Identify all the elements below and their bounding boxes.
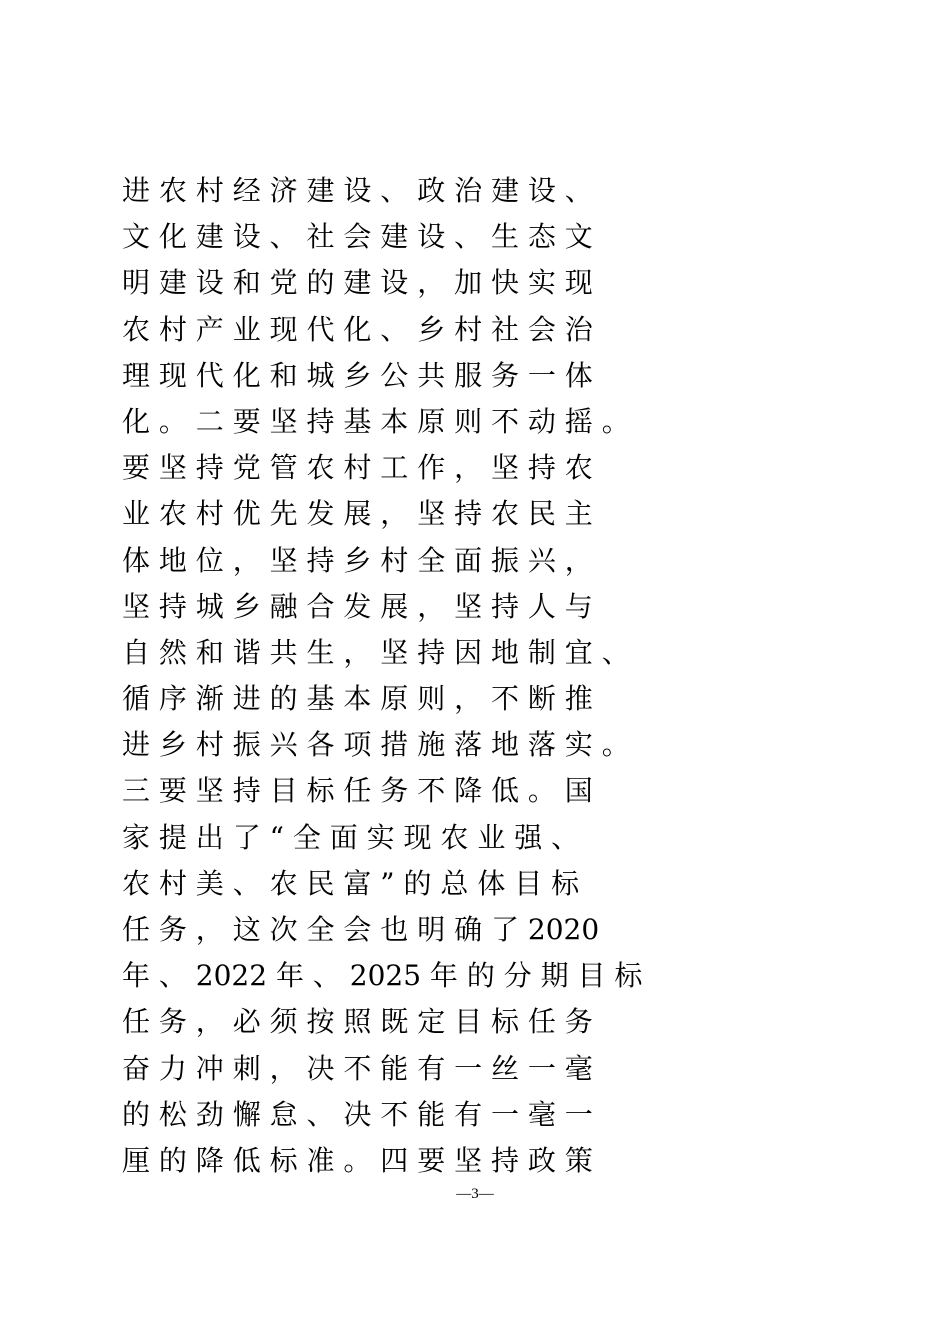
text-line: 任 务 ， 这 次 全 会 也 明 确 了 2020 xyxy=(122,913,600,946)
text-line: 进 农 村 经 济 建 设 、 政 治 建 设 、 xyxy=(122,174,593,207)
text-line: 化 。 二 要 坚 持 基 本 原 则 不 动 摇 。 xyxy=(122,404,630,438)
text-line: 明 建 设 和 党 的 建 设 ， 加 快 实 现 xyxy=(122,266,593,300)
text-line: 的 松 劲 懈 怠 、 决 不 能 有 一 毫 一 xyxy=(122,1097,593,1131)
text-line: 年 、 2022 年 、 2025 年 的 分 期 目 标 xyxy=(122,959,643,993)
text-line: 坚 持 城 乡 融 合 发 展 ， 坚 持 人 与 xyxy=(122,589,593,623)
text-line: 文 化 建 设 、 社 会 建 设 、 生 态 文 xyxy=(122,220,593,254)
text-line: 理 现 代 化 和 城 乡 公 共 服 务 一 体 xyxy=(122,358,593,392)
body-text xyxy=(122,168,852,1184)
text-line: 循 序 渐 进 的 基 本 原 则 ， 不 断 推 xyxy=(122,682,593,716)
text-line: 农 村 产 业 现 代 化 、 乡 村 社 会 治 xyxy=(122,312,593,346)
text-line: 任 务 ， 必 须 按 照 既 定 目 标 任 务 xyxy=(122,1005,593,1039)
text-line: 厘 的 降 低 标 准 。 四 要 坚 持 政 策 xyxy=(122,1143,593,1177)
text-line: 自 然 和 谐 共 生 ， 坚 持 因 地 制 宜 、 xyxy=(122,635,630,669)
text-line: 体 地 位 ， 坚 持 乡 村 全 面 振 兴 ， xyxy=(122,543,593,577)
text-line: 进 乡 村 振 兴 各 项 措 施 落 地 落 实 。 xyxy=(122,728,630,762)
text-line: 三 要 坚 持 目 标 任 务 不 降 低 。 国 xyxy=(122,774,593,808)
page-number: —3— xyxy=(456,1186,494,1202)
text-line: 业 农 村 优 先 发 展 ， 坚 持 农 民 主 xyxy=(122,497,593,531)
text-line: 奋 力 冲 刺 ， 决 不 能 有 一 丝 一 毫 xyxy=(122,1051,593,1085)
text-line: 要 坚 持 党 管 农 村 工 作 ， 坚 持 农 xyxy=(122,451,593,485)
text-line: 农 村 美 、 农 民 富 ” 的 总 体 目 标 xyxy=(122,866,580,900)
text-line: 家 提 出 了 “ 全 面 实 现 农 业 强 、 xyxy=(122,820,580,854)
